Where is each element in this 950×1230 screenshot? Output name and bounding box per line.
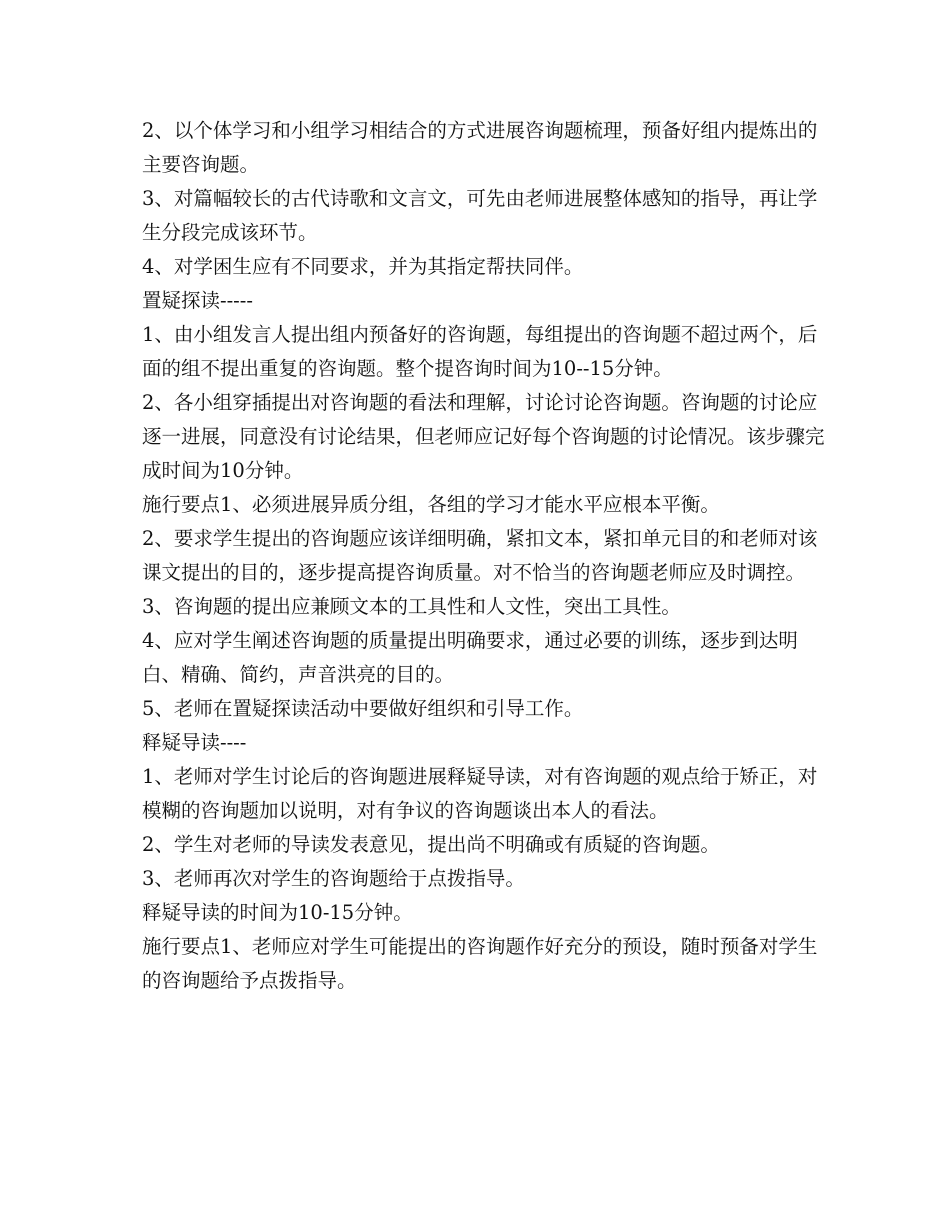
paragraph-7: 施行要点1、必须进展异质分组，各组的学习才能水平应根本平衡。	[142, 493, 720, 516]
paragraph-2: 3、对篇幅较长的古代诗歌和文言文，可先由老师进展整体感知的指导，再让学生分段完成该环节。	[142, 187, 818, 244]
section-heading-shiyi-daodu: 释疑导读----	[142, 731, 247, 754]
paragraph-15: 3、老师再次对学生的咨询题给于点拨指导。	[142, 867, 525, 890]
paragraph-11: 5、老师在置疑探读活动中要做好组织和引导工作。	[142, 697, 584, 720]
paragraph-1: 2、以个体学习和小组学习相结合的方式进展咨询题梳理，预备好组内提炼出的主要咨询题。	[142, 119, 818, 176]
paragraph-8: 2、要求学生提出的咨询题应该详细明确，紧扣文本，紧扣单元目的和老师对该课文提出的目的，逐步提高提咨询质量。对不恰当的咨询题老师应及时调控。	[142, 527, 818, 584]
paragraph-13: 1、老师对学生讨论后的咨询题进展释疑导读，对有咨询题的观点给于矫正，对模糊的咨询题加以说明，对有争议的咨询题谈出本人的看法。	[142, 765, 818, 822]
paragraph-10: 4、应对学生阐述咨询题的质量提出明确要求，通过必要的训练，逐步到达明白、精确、简约，声音洪亮的目的。	[142, 629, 798, 686]
paragraph-9: 3、咨询题的提出应兼顾文本的工具性和人文性，突出工具性。	[142, 595, 681, 618]
paragraph-14: 2、学生对老师的导读发表意见，提出尚不明确或有质疑的咨询题。	[142, 833, 720, 856]
paragraph-17: 施行要点1、老师应对学生可能提出的咨询题作好充分的预设，随时预备对学生的咨询题给予点拨指导。	[142, 935, 818, 992]
section-heading-zhiyi-tandu: 置疑探读-----	[142, 289, 253, 312]
paragraph-5: 1、由小组发言人提出组内预备好的咨询题，每组提出的咨询题不超过两个，后面的组不提出重复的咨询题。整个提咨询时间为10--15分钟。	[142, 323, 818, 380]
paragraph-16: 释疑导读的时间为10-15分钟。	[142, 901, 413, 924]
paragraph-3: 4、对学困生应有不同要求，并为其指定帮扶同伴。	[142, 255, 584, 278]
paragraph-6: 2、各小组穿插提出对咨询题的看法和理解，讨论讨论咨询题。咨询题的讨论应逐一进展，同意没有讨论结果，但老师应记好每个咨询题的讨论情况。该步骤完成时间为10分钟。	[142, 391, 825, 482]
document-body	[142, 114, 832, 998]
